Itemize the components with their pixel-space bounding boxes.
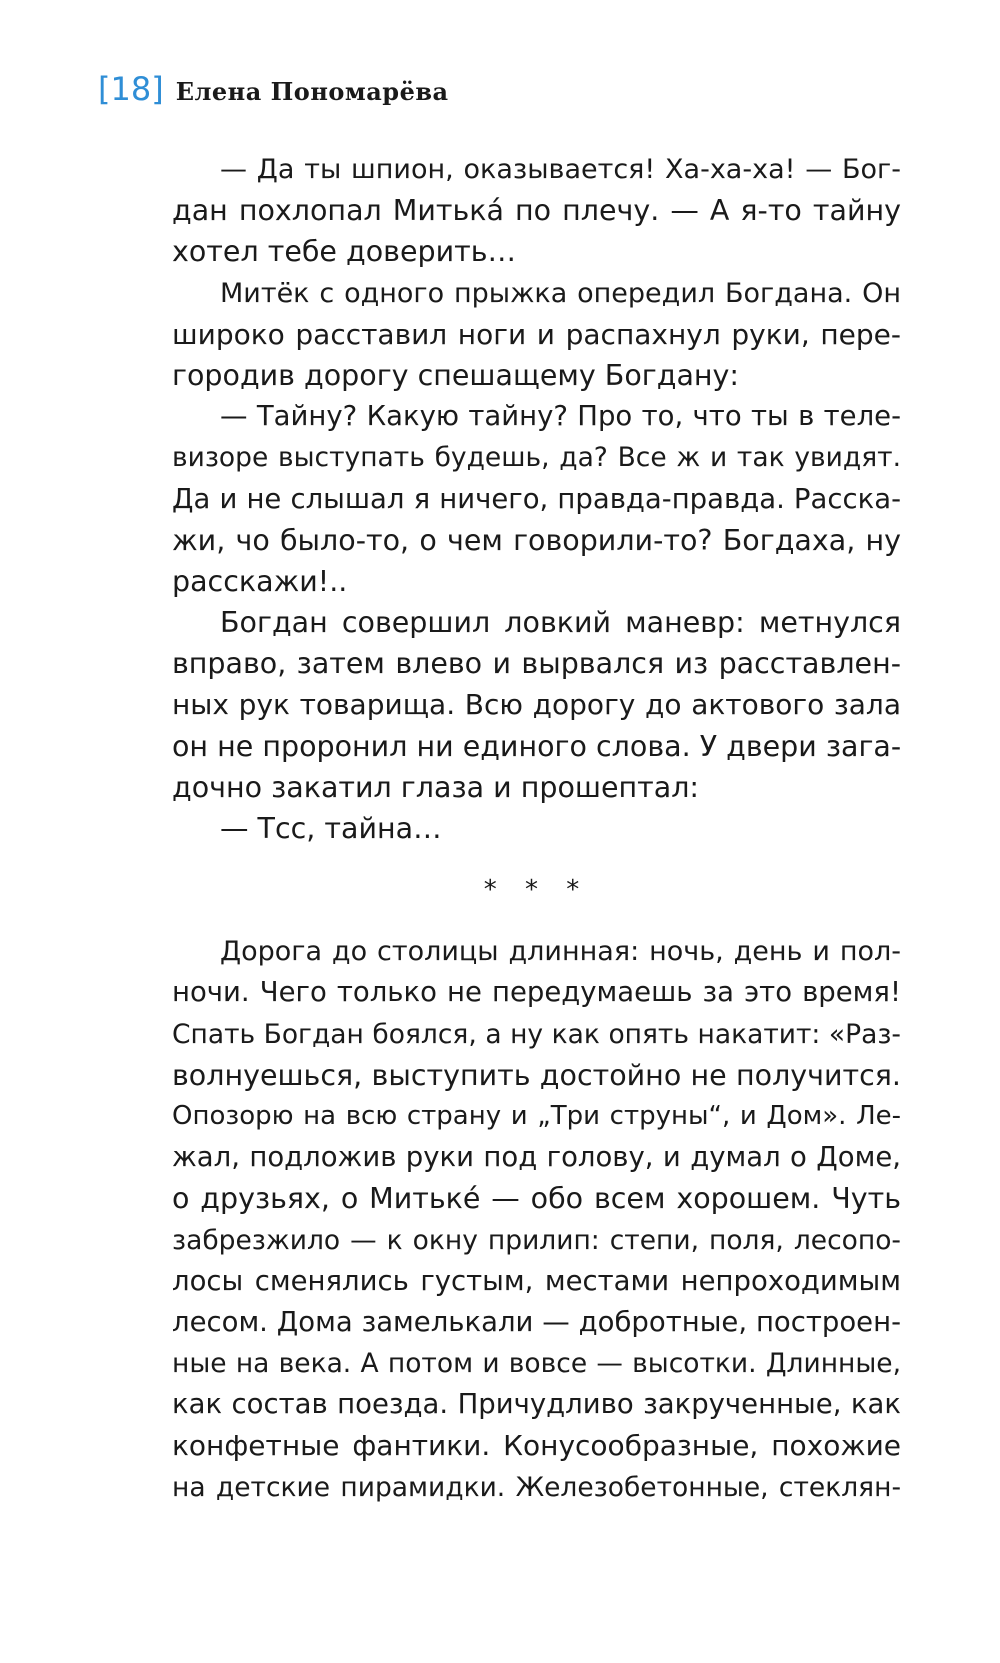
body-part-1 [172, 149, 901, 849]
text-line: лесом. Дома замелькали — добротные, построен- [172, 1305, 901, 1338]
text-line: ных рук товарища. Всю дорогу до актового зала [172, 688, 901, 722]
text-line: — Тсс, тайна… [220, 812, 442, 845]
running-header [98, 70, 449, 108]
text-line: вправо, затем влево и вырвался из расставлен- [172, 647, 901, 681]
text-line: широко расставил ноги и распахнул руки, пере- [172, 317, 901, 351]
text-line: лосы сменялись густым, местами непроходимым [172, 1264, 901, 1297]
body-part-2 [172, 931, 901, 1508]
text-line: на детские пирамидки. Железобетонные, стеклян- [172, 1471, 901, 1503]
text-line: волнуешься, выступить достойно не получится. [172, 1058, 901, 1092]
text-line: дочно закатил глаза и прошептал: [172, 770, 700, 804]
text-line: Дорога до столицы длинная: ночь, день и пол- [220, 936, 901, 968]
text-line: расскажи!.. [172, 564, 348, 598]
text-line: Митёк с одного прыжка опередил Богдана. Он [220, 277, 901, 309]
author-name: Елена Пономарёва [175, 77, 449, 106]
text-line: жи, чо было-то, о чем говорили-то? Богдаха, ну [172, 523, 901, 557]
text-line: Богдан совершил ловкий маневр: метнулся [220, 606, 901, 640]
text-line: — Да ты шпион, оказывается! Ха-ха-ха! — Бог- [220, 154, 901, 185]
page-body [172, 149, 901, 1508]
text-line: Опозорю на всю страну и „Три струны“, и Дом». Ле- [172, 1100, 901, 1131]
text-line: он не проронил ни единого слова. У двери зага- [172, 729, 902, 763]
text-line: жал, подложив руки под голову, и думал о Доме, [172, 1141, 901, 1174]
text-line: визоре выступать будешь, да? Все ж и так увидят. [172, 442, 901, 474]
text-line: хотел тебе доверить… [172, 235, 517, 269]
text-line: Да и не слышал я ничего, правда-правда. Расска- [172, 482, 901, 515]
text-line: ные на века. А потом и вовсе — высотки. Длинные, [172, 1348, 901, 1380]
text-line: о друзьях, о Митьке́ — обо всем хорошем. Чуть [172, 1182, 901, 1216]
text-line: — Тайну? Какую тайну? Про то, что ты в теле- [220, 400, 901, 433]
text-line: Спать Богдан боялся, а ну как опять накатит: «Раз- [172, 1018, 901, 1050]
text-line: как состав поезда. Причудливо закрученные, как [172, 1388, 901, 1421]
text-line: конфетные фантики. Конусообразные, похожие [172, 1429, 901, 1463]
text-line: ночи. Чего только не передумаешь за это время! [172, 976, 901, 1009]
text-line: городив дорогу спешащему Богдану: [172, 358, 740, 392]
section-separator: * * * [483, 875, 590, 906]
text-line: дан похлопал Митька́ по плечу. — А я-то тайну [172, 194, 901, 228]
page-number: [18] [98, 70, 164, 108]
text-line: забрезжило — к окну прилип: степи, поля, лесопо- [172, 1224, 901, 1256]
